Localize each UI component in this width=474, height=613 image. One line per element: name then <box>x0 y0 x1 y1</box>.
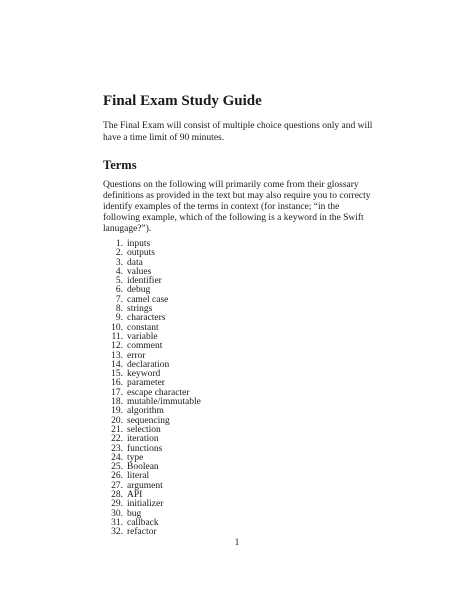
term-number: 27. <box>111 480 123 491</box>
page-content <box>103 92 373 538</box>
term-number: 22. <box>111 434 123 445</box>
term-text: declaration <box>127 359 170 370</box>
term-number: 12. <box>111 341 123 352</box>
term-number: 23. <box>111 443 123 454</box>
term-number: 24. <box>111 452 123 463</box>
term-number: 8. <box>115 304 123 315</box>
term-number: 32. <box>111 527 123 538</box>
term-number: 15. <box>111 369 123 380</box>
term-number: 7. <box>115 294 123 305</box>
term-number: 19. <box>111 406 123 417</box>
term-list-item <box>103 482 373 491</box>
term-text: outputs <box>127 248 155 259</box>
term-number: 2. <box>115 248 123 259</box>
term-list-item <box>103 500 373 509</box>
term-text: data <box>127 257 143 268</box>
term-number: 29. <box>111 499 123 510</box>
term-number: 10. <box>111 322 123 333</box>
term-number: 31. <box>111 517 123 528</box>
term-list-item <box>103 528 373 537</box>
term-text: error <box>127 350 146 361</box>
term-text: Boolean <box>127 462 159 473</box>
term-number: 17. <box>111 387 123 398</box>
term-number: 30. <box>111 508 123 519</box>
term-text: bug <box>127 508 142 519</box>
term-text: API <box>127 490 143 501</box>
term-number: 9. <box>115 313 123 324</box>
intro-paragraph: The Final Exam will consist of multiple choice questions only and will have a time limit of 90 minutes. <box>103 121 373 143</box>
term-text: escape character <box>127 387 190 398</box>
term-text: comment <box>127 341 163 352</box>
terms-list <box>103 240 373 538</box>
term-text: literal <box>127 471 150 482</box>
term-text: argument <box>127 480 163 491</box>
term-number: 16. <box>111 378 123 389</box>
term-text: strings <box>127 304 153 315</box>
terms-heading: Terms <box>103 158 137 172</box>
term-text: debug <box>127 285 151 296</box>
term-text: camel case <box>127 294 169 305</box>
term-text: type <box>127 452 144 463</box>
term-text: parameter <box>127 378 165 389</box>
term-text: selection <box>127 424 161 435</box>
term-text: initializer <box>127 499 164 510</box>
term-text: constant <box>127 322 159 333</box>
term-number: 14. <box>111 359 123 370</box>
term-number: 28. <box>111 490 123 501</box>
term-number: 18. <box>111 397 123 408</box>
term-text: values <box>127 266 152 277</box>
page-number: 1 <box>234 538 240 548</box>
term-number: 11. <box>111 331 123 342</box>
term-text: mutable/immutable <box>127 397 201 408</box>
term-number: 6. <box>115 285 123 296</box>
term-number: 25. <box>111 462 123 473</box>
term-text: sequencing <box>127 415 170 426</box>
term-number: 5. <box>115 276 123 287</box>
term-number: 1. <box>115 239 123 249</box>
term-list-item <box>103 249 373 258</box>
term-number: 3. <box>115 257 123 268</box>
term-number: 13. <box>111 350 123 361</box>
terms-description: Questions on the following will primarily come from their glossary definitions as provided in the text but may also require you to correcty identify examples of the terms in context (for instance; “in the following example, which of the following is a keyword in the Swift lanugage?”). <box>103 180 371 234</box>
term-text: algorithm <box>127 406 164 417</box>
term-text: characters <box>127 313 166 324</box>
term-number: 26. <box>111 471 123 482</box>
term-text: identifier <box>127 276 162 287</box>
term-number: 21. <box>111 424 123 435</box>
term-text: callback <box>127 517 159 528</box>
term-text: inputs <box>127 239 151 249</box>
term-text: refactor <box>127 527 157 538</box>
term-text: functions <box>127 443 163 454</box>
document-title: Final Exam Study Guide <box>103 93 262 109</box>
term-list-item <box>103 445 373 454</box>
term-text: variable <box>127 331 158 342</box>
term-text: keyword <box>127 369 161 380</box>
term-text: iteration <box>127 434 159 445</box>
term-number: 4. <box>115 266 123 277</box>
term-number: 20. <box>111 415 123 426</box>
